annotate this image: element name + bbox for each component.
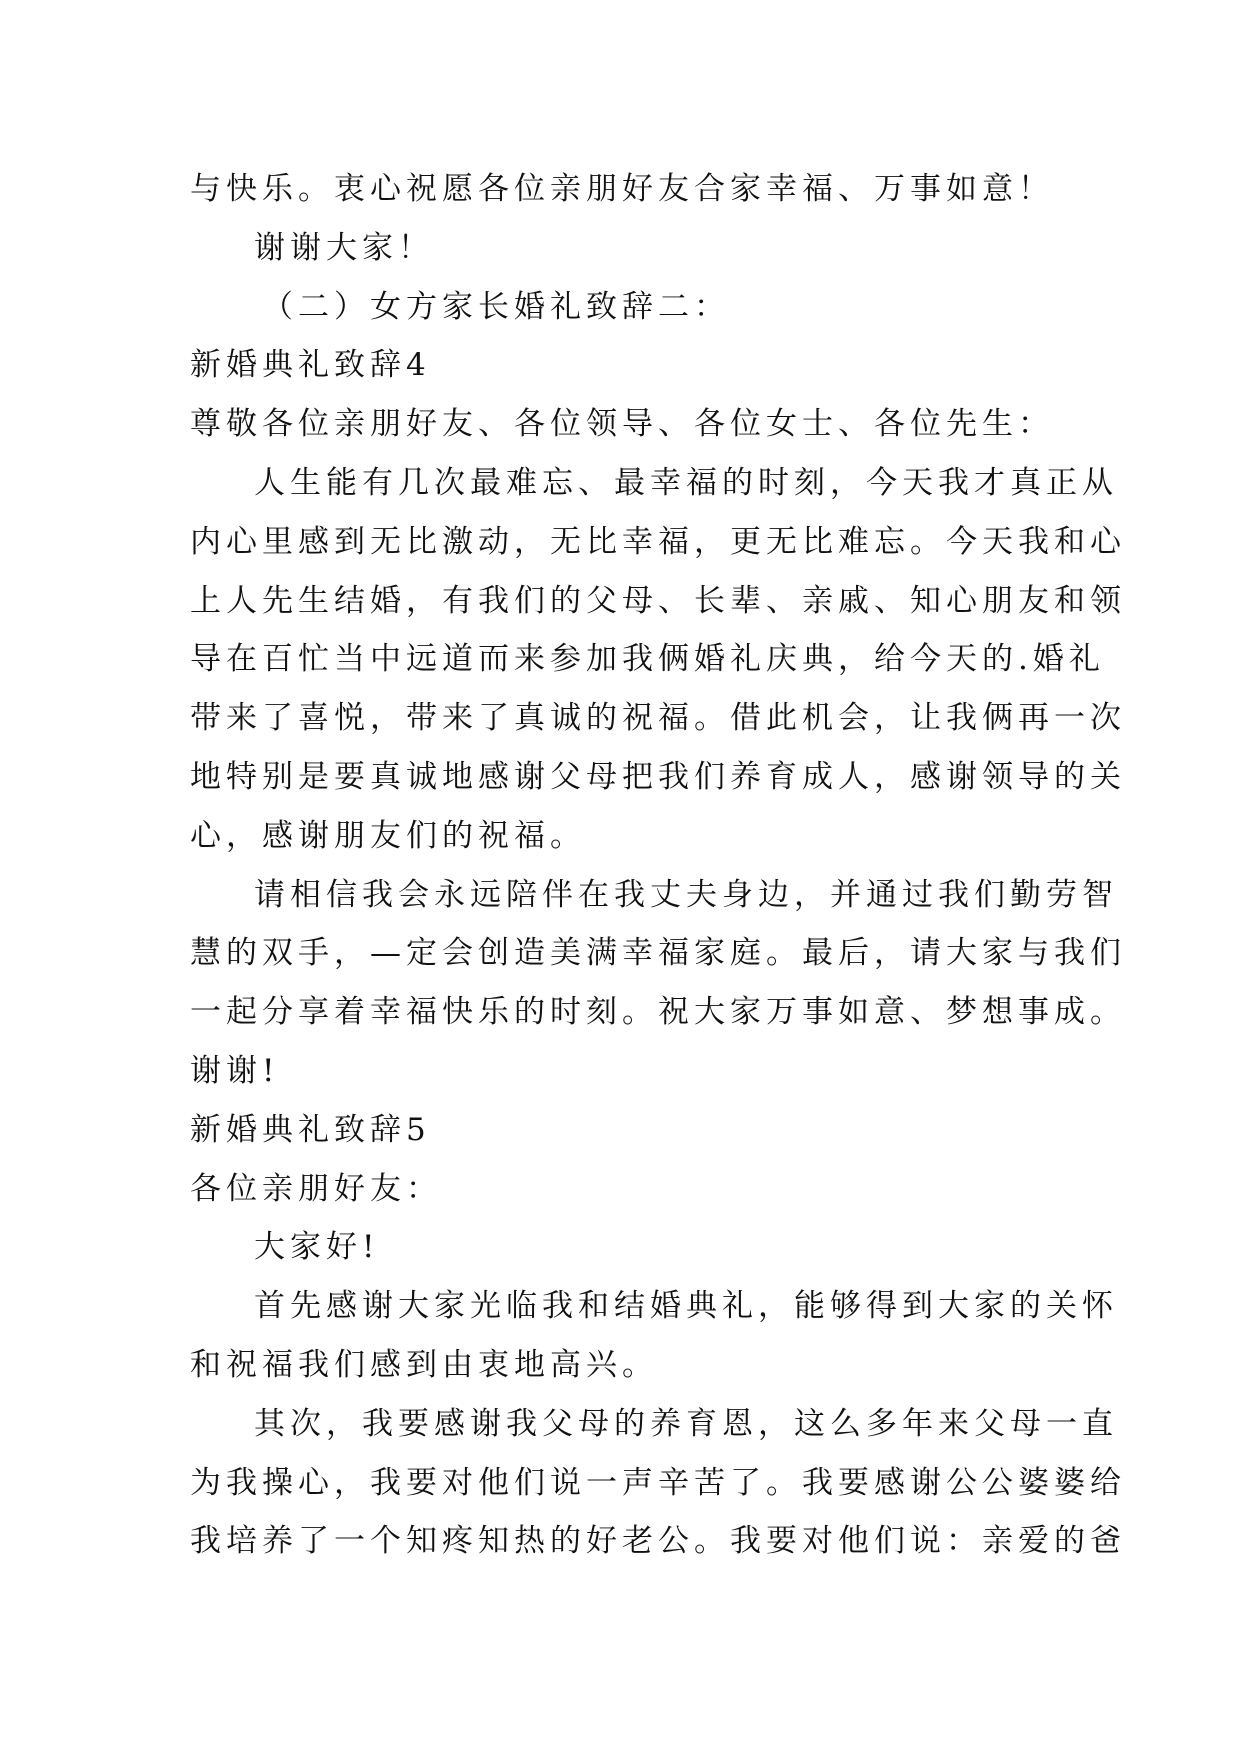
section-title: 新婚典礼致辞4 — [190, 347, 431, 384]
paragraph-line: 一起分享着幸福快乐的时刻。祝大家万事如意、梦想事成。 — [190, 994, 1126, 1031]
paragraph-line: 上人先生结婚，有我们的父母、长辈、亲戚、知心朋友和领 — [190, 582, 1126, 619]
section-heading: （二）女方家长婚礼致辞二： — [262, 288, 730, 325]
paragraph-line: 心，感谢朋友们的祝福。 — [190, 817, 586, 854]
paragraph-line: 为我操心，我要对他们说一声辛苦了。我要感谢公公婆婆给 — [190, 1464, 1126, 1501]
paragraph-line: 和祝福我们感到由衷地高兴。 — [190, 1346, 658, 1383]
paragraph-line: 我培养了一个知疼知热的好老公。我要对他们说：亲爱的爸 — [190, 1523, 1126, 1560]
paragraph-line: 谢谢大家！ — [254, 229, 434, 266]
paragraph-line: 请相信我会永远陪伴在我丈夫身边，并通过我们勤劳智 — [254, 876, 1118, 913]
paragraph-line: 内心里感到无比激动，无比幸福，更无比难忘。今天我和心 — [190, 523, 1126, 560]
paragraph-line: 大家好! — [254, 1229, 380, 1266]
paragraph-line: 导在百忙当中远道而来参加我俩婚礼庆典，给今天的.婚礼 — [190, 641, 1105, 678]
paragraph-line: 慧的双手，—定会创造美满幸福家庭。最后，请大家与我们 — [190, 935, 1126, 972]
paragraph-line: 与快乐。衷心祝愿各位亲朋好友合家幸福、万事如意！ — [190, 171, 1054, 207]
paragraph-line: 其次，我要感谢我父母的养育恩，这么多年来父母一直 — [254, 1405, 1118, 1442]
salutation: 尊敬各位亲朋好友、各位领导、各位女士、各位先生： — [190, 406, 1054, 443]
paragraph-line: 谢谢! — [190, 1052, 280, 1089]
paragraph-line: 带来了喜悦，带来了真诚的祝福。借此机会，让我俩再一次 — [190, 700, 1126, 737]
paragraph-line: 地特别是要真诚地感谢父母把我们养育成人，感谢领导的关 — [190, 758, 1126, 795]
document-body — [190, 160, 1126, 1571]
salutation: 各位亲朋好友： — [190, 1170, 442, 1207]
section-title: 新婚典礼致辞5 — [190, 1111, 431, 1148]
paragraph-line: 人生能有几次最难忘、最幸福的时刻，今天我才真正从 — [254, 464, 1118, 501]
paragraph-line: 首先感谢大家光临我和结婚典礼，能够得到大家的关怀 — [254, 1288, 1118, 1325]
